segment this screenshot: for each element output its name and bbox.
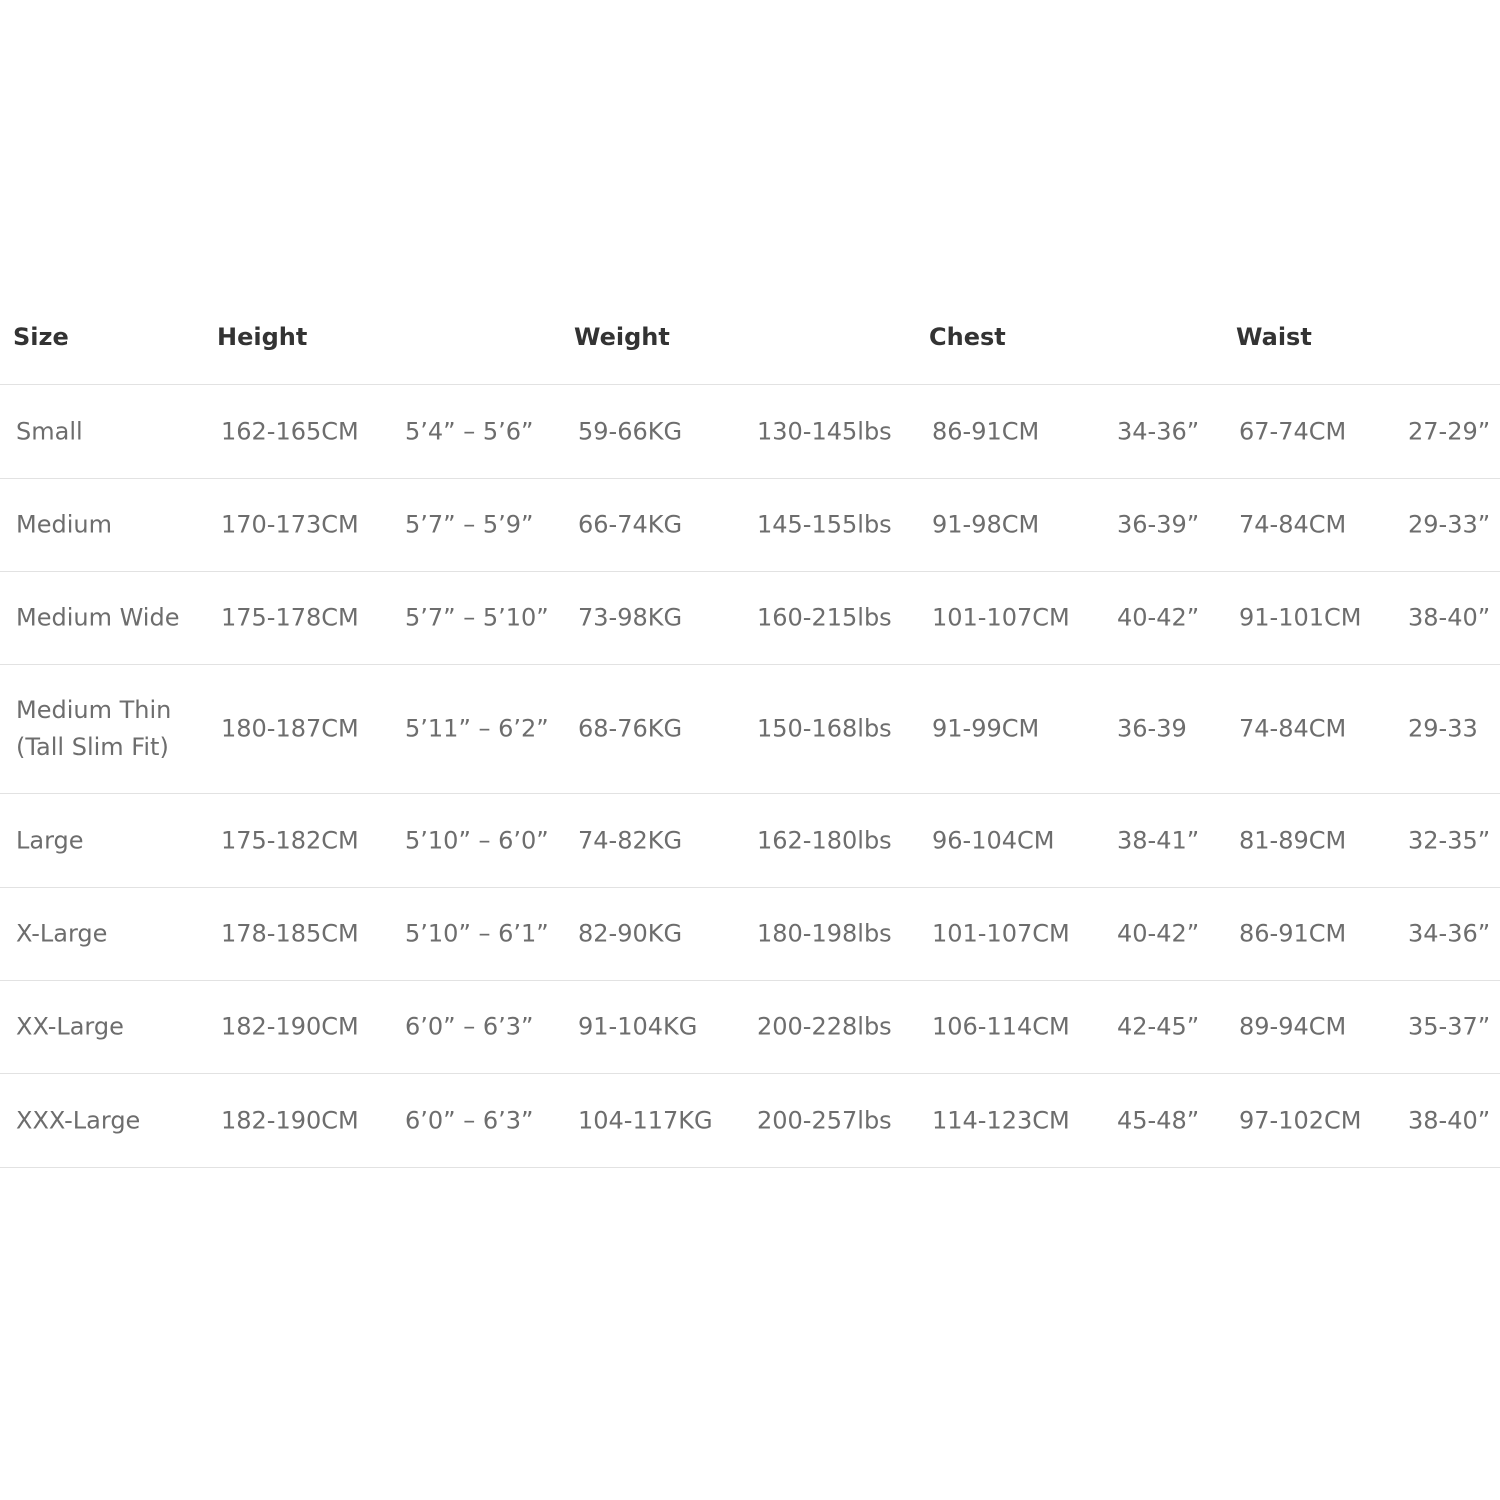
cell-weight-lbs: 130-145lbs xyxy=(757,417,892,445)
cell-weight-kg: 66-74KG xyxy=(578,510,683,539)
cell-waist-in: 32-35” xyxy=(1408,826,1491,854)
cell-height-ft: 5’4” – 5’6” xyxy=(405,417,534,445)
cell-weight-lbs: 145-155lbs xyxy=(757,510,892,539)
cell-height-ft: 6’0” – 6’3” xyxy=(405,1106,534,1134)
cell-weight-kg: 73-98KG xyxy=(578,603,683,632)
cell-chest-cm: 106-114CM xyxy=(932,1012,1070,1041)
table-row xyxy=(0,794,1500,888)
table-row xyxy=(0,385,1500,479)
cell-weight-lbs: 160-215lbs xyxy=(757,603,892,632)
cell-weight-kg: 68-76KG xyxy=(578,714,683,743)
cell-height-cm: 182-190CM xyxy=(221,1012,359,1041)
cell-weight-kg: 91-104KG xyxy=(578,1012,698,1041)
cell-waist-cm: 89-94CM xyxy=(1239,1012,1347,1041)
cell-chest-in: 34-36” xyxy=(1117,417,1200,445)
table-row xyxy=(0,888,1500,981)
cell-chest-in: 45-48” xyxy=(1117,1106,1200,1134)
cell-height-ft: 5’7” – 5’10” xyxy=(405,603,549,632)
cell-weight-lbs: 180-198lbs xyxy=(757,919,892,948)
header-chest: Chest xyxy=(929,323,1006,351)
table-row xyxy=(0,981,1500,1074)
header-size: Size xyxy=(13,323,69,351)
size-chart-table xyxy=(0,290,1500,1168)
table-row xyxy=(0,1074,1500,1168)
cell-weight-lbs: 200-228lbs xyxy=(757,1012,892,1041)
cell-height-ft: 5’7” – 5’9” xyxy=(405,510,534,539)
cell-height-cm: 180-187CM xyxy=(221,714,359,743)
cell-chest-in: 42-45” xyxy=(1117,1012,1200,1041)
cell-waist-in: 38-40” xyxy=(1408,603,1491,632)
cell-waist-in: 38-40” xyxy=(1408,1106,1491,1134)
cell-height-cm: 170-173CM xyxy=(221,510,359,539)
cell-chest-in: 38-41” xyxy=(1117,826,1200,854)
cell-height-cm: 178-185CM xyxy=(221,919,359,948)
cell-weight-kg: 74-82KG xyxy=(578,826,683,854)
table-row xyxy=(0,479,1500,572)
cell-waist-cm: 67-74CM xyxy=(1239,417,1347,445)
cell-height-ft: 5’11” – 6’2” xyxy=(405,714,549,743)
cell-waist-cm: 91-101CM xyxy=(1239,603,1362,632)
cell-size: XXX-Large xyxy=(16,1106,141,1134)
cell-waist-in: 35-37” xyxy=(1408,1012,1491,1041)
cell-height-ft: 5’10” – 6’0” xyxy=(405,826,549,854)
cell-size: X-Large xyxy=(16,919,108,948)
cell-size: Medium xyxy=(16,510,112,539)
cell-waist-cm: 74-84CM xyxy=(1239,510,1347,539)
cell-chest-cm: 101-107CM xyxy=(932,919,1070,948)
header-waist: Waist xyxy=(1236,323,1312,351)
cell-chest-cm: 86-91CM xyxy=(932,417,1040,445)
cell-height-ft: 6’0” – 6’3” xyxy=(405,1012,534,1041)
cell-chest-cm: 114-123CM xyxy=(932,1106,1070,1134)
cell-weight-kg: 82-90KG xyxy=(578,919,683,948)
cell-waist-cm: 86-91CM xyxy=(1239,919,1347,948)
cell-chest-cm: 91-98CM xyxy=(932,510,1040,539)
cell-height-cm: 162-165CM xyxy=(221,417,359,445)
cell-waist-cm: 74-84CM xyxy=(1239,714,1347,743)
cell-size: Medium Wide xyxy=(16,603,180,632)
cell-chest-cm: 101-107CM xyxy=(932,603,1070,632)
table-header-row xyxy=(0,290,1500,385)
cell-waist-cm: 81-89CM xyxy=(1239,826,1347,854)
cell-size: XX-Large xyxy=(16,1012,124,1041)
cell-waist-in: 29-33” xyxy=(1408,510,1491,539)
header-weight: Weight xyxy=(574,323,670,351)
cell-chest-cm: 91-99CM xyxy=(932,714,1040,743)
cell-height-ft: 5’10” – 6’1” xyxy=(405,919,549,948)
header-height: Height xyxy=(217,323,308,351)
cell-height-cm: 175-182CM xyxy=(221,826,359,854)
cell-height-cm: 175-178CM xyxy=(221,603,359,632)
cell-chest-in: 40-42” xyxy=(1117,919,1200,948)
cell-weight-kg: 59-66KG xyxy=(578,417,683,445)
table-row xyxy=(0,572,1500,665)
cell-waist-in: 34-36” xyxy=(1408,919,1491,948)
table-row xyxy=(0,665,1500,794)
cell-chest-in: 40-42” xyxy=(1117,603,1200,632)
cell-weight-lbs: 162-180lbs xyxy=(757,826,892,854)
cell-weight-lbs: 200-257lbs xyxy=(757,1106,892,1134)
cell-waist-in: 29-33 xyxy=(1408,714,1478,743)
cell-weight-lbs: 150-168lbs xyxy=(757,714,892,743)
cell-waist-in: 27-29” xyxy=(1408,417,1491,445)
cell-size: Large xyxy=(16,826,84,854)
cell-chest-cm: 96-104CM xyxy=(932,826,1055,854)
cell-size: Medium Thin (Tall Slim Fit) xyxy=(16,696,172,761)
cell-weight-kg: 104-117KG xyxy=(578,1106,713,1134)
cell-height-cm: 182-190CM xyxy=(221,1106,359,1134)
cell-waist-cm: 97-102CM xyxy=(1239,1106,1362,1134)
cell-size: Small xyxy=(16,417,83,445)
cell-chest-in: 36-39 xyxy=(1117,714,1187,743)
cell-chest-in: 36-39” xyxy=(1117,510,1200,539)
